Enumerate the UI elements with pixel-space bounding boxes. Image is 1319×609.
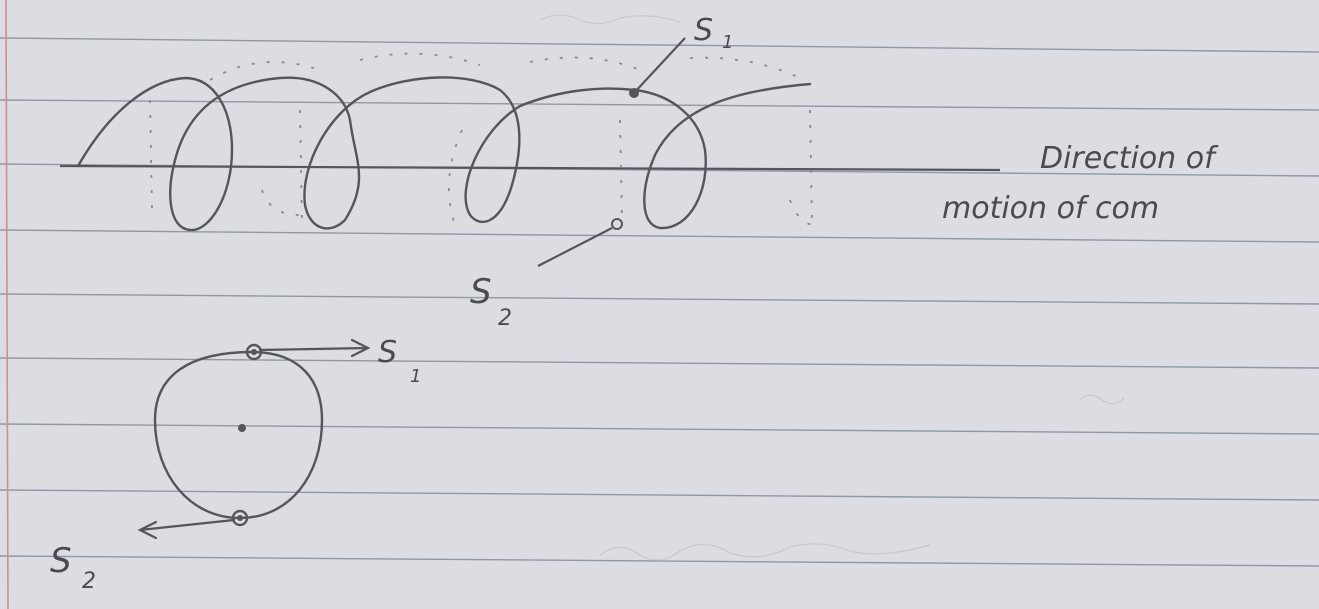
s2-point-circle-core	[237, 515, 243, 521]
center-of-mass-dot	[238, 424, 246, 432]
s1-point-circle-core	[251, 349, 257, 355]
s2-label-circle: S	[50, 541, 72, 581]
s2-label-helix-sub: 2	[498, 306, 512, 331]
direction-label-line1: Direction of	[1040, 141, 1215, 176]
s1-label-helix: S	[694, 13, 714, 48]
s1-label-circle: S	[378, 335, 398, 370]
s2-label-helix: S	[470, 272, 492, 312]
direction-label-line2: motion of com	[942, 191, 1160, 226]
s1-label-circle-sub: 1	[410, 366, 422, 387]
s1-label-helix-sub: 1	[722, 32, 734, 53]
s2-label-circle-sub: 2	[82, 569, 96, 594]
